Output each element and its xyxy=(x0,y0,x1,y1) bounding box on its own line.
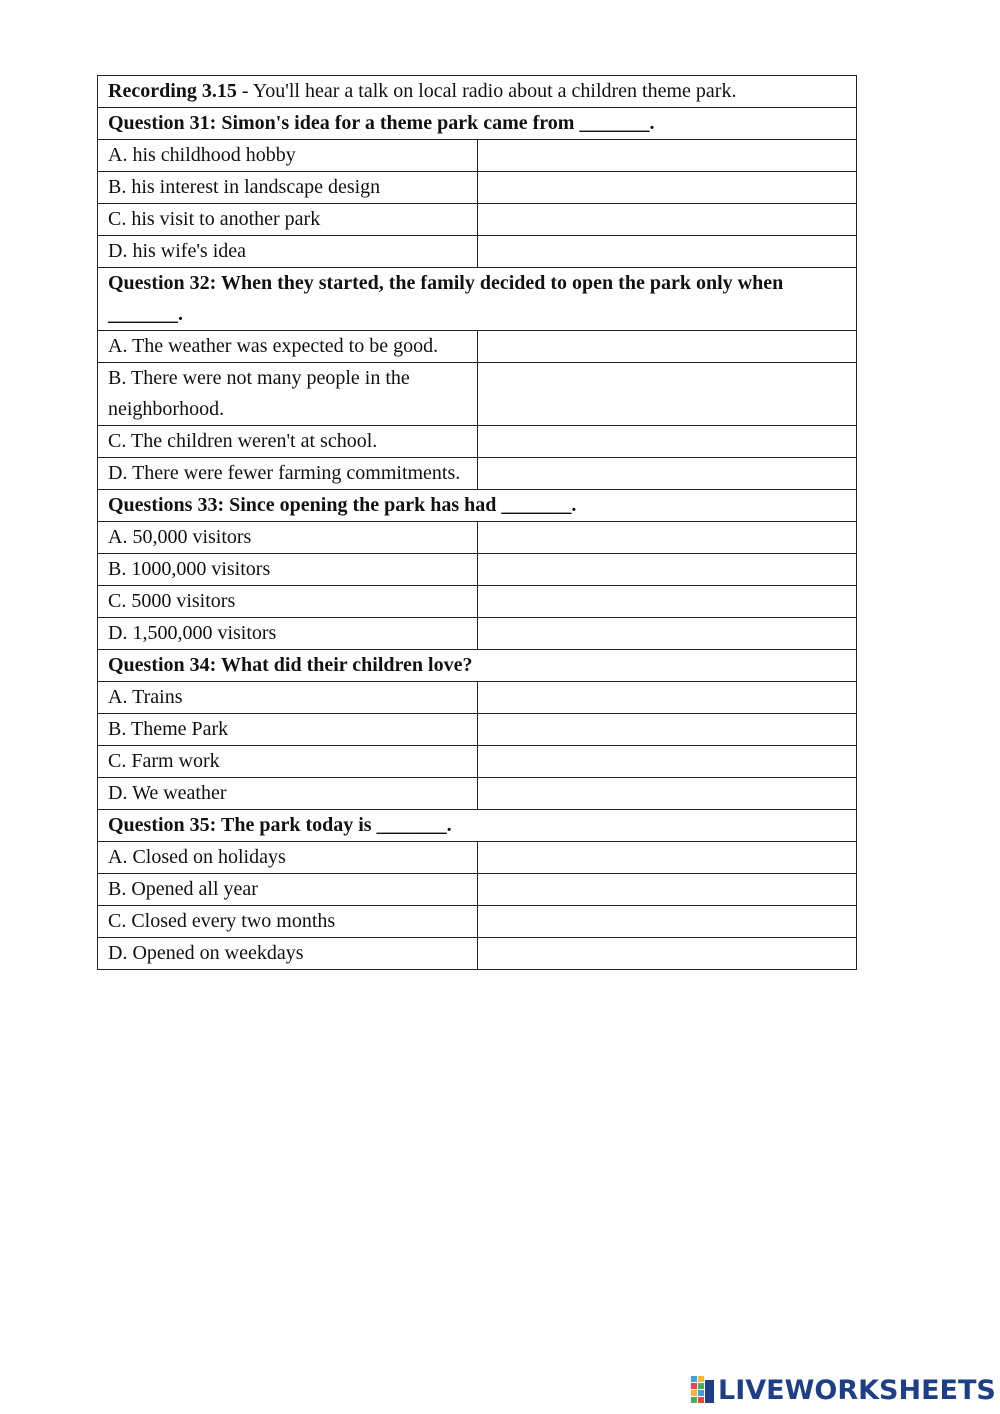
question-33-option-d xyxy=(98,618,857,650)
option-text: D. his wife's idea xyxy=(98,236,478,268)
answer-cell[interactable] xyxy=(477,363,857,426)
answer-cell[interactable] xyxy=(477,938,857,970)
answer-cell[interactable] xyxy=(477,586,857,618)
answer-cell[interactable] xyxy=(477,778,857,810)
question-32-text: Question 32: When they started, the family decided to open the park only when _______. xyxy=(98,268,857,331)
option-text: B. Theme Park xyxy=(98,714,478,746)
answer-cell[interactable] xyxy=(477,236,857,268)
recording-description: - You'll hear a talk on local radio about a children theme park. xyxy=(236,80,737,102)
question-31-text: Question 31: Simon's idea for a theme park came from _______. xyxy=(98,108,857,140)
question-35-option-b xyxy=(98,874,857,906)
question-33-option-b xyxy=(98,554,857,586)
question-35-row xyxy=(98,810,857,842)
option-text: D. Opened on weekdays xyxy=(98,938,478,970)
question-32-option-a xyxy=(98,331,857,363)
answer-cell[interactable] xyxy=(477,842,857,874)
answer-cell[interactable] xyxy=(477,906,857,938)
option-text: D. 1,500,000 visitors xyxy=(98,618,478,650)
question-35-option-c xyxy=(98,906,857,938)
question-34-text: Question 34: What did their children love? xyxy=(98,650,857,682)
answer-cell[interactable] xyxy=(477,714,857,746)
answer-cell[interactable] xyxy=(477,172,857,204)
question-34-option-a xyxy=(98,682,857,714)
answer-cell[interactable] xyxy=(477,554,857,586)
question-32-option-b xyxy=(98,363,857,426)
answer-cell[interactable] xyxy=(477,746,857,778)
option-text: B. There were not many people in the neighborhood. xyxy=(98,363,478,426)
answer-cell[interactable] xyxy=(477,458,857,490)
question-33-option-a xyxy=(98,522,857,554)
answer-cell[interactable] xyxy=(477,682,857,714)
question-35-text: Question 35: The park today is _______. xyxy=(98,810,857,842)
liveworksheets-brand[interactable] xyxy=(691,1372,996,1408)
question-31-option-c xyxy=(98,204,857,236)
answer-cell[interactable] xyxy=(477,140,857,172)
question-33-option-c xyxy=(98,586,857,618)
option-text: C. Closed every two months xyxy=(98,906,478,938)
option-text: B. 1000,000 visitors xyxy=(98,554,478,586)
answer-cell[interactable] xyxy=(477,426,857,458)
option-text: C. Farm work xyxy=(98,746,478,778)
answer-cell[interactable] xyxy=(477,204,857,236)
option-text: D. There were fewer farming commitments. xyxy=(98,458,478,490)
question-31-option-a xyxy=(98,140,857,172)
question-32-row xyxy=(98,268,857,331)
answer-cell[interactable] xyxy=(477,522,857,554)
answer-cell[interactable] xyxy=(477,874,857,906)
worksheet-table xyxy=(97,75,857,970)
question-33-text: Questions 33: Since opening the park has had _______. xyxy=(98,490,857,522)
option-text: B. Opened all year xyxy=(98,874,478,906)
option-text: A. 50,000 visitors xyxy=(98,522,478,554)
question-32-option-d xyxy=(98,458,857,490)
question-34-option-b xyxy=(98,714,857,746)
option-text: C. his visit to another park xyxy=(98,204,478,236)
option-text: C. The children weren't at school. xyxy=(98,426,478,458)
question-34-option-c xyxy=(98,746,857,778)
option-text: A. The weather was expected to be good. xyxy=(98,331,478,363)
liveworksheets-logo-icon xyxy=(691,1376,715,1404)
option-text: B. his interest in landscape design xyxy=(98,172,478,204)
recording-cell xyxy=(98,76,857,108)
question-33-row xyxy=(98,490,857,522)
question-34-row xyxy=(98,650,857,682)
question-31-option-d xyxy=(98,236,857,268)
question-31-option-b xyxy=(98,172,857,204)
option-text: A. Trains xyxy=(98,682,478,714)
answer-cell[interactable] xyxy=(477,618,857,650)
option-text: D. We weather xyxy=(98,778,478,810)
option-text: A. Closed on holidays xyxy=(98,842,478,874)
option-text: C. 5000 visitors xyxy=(98,586,478,618)
answer-cell[interactable] xyxy=(477,331,857,363)
liveworksheets-wordmark: LIVEWORKSHEETS xyxy=(718,1374,996,1406)
recording-label: Recording 3.15 xyxy=(108,80,237,102)
question-31-row xyxy=(98,108,857,140)
recording-row xyxy=(98,76,857,108)
question-34-option-d xyxy=(98,778,857,810)
question-35-option-a xyxy=(98,842,857,874)
option-text: A. his childhood hobby xyxy=(98,140,478,172)
question-35-option-d xyxy=(98,938,857,970)
question-32-option-c xyxy=(98,426,857,458)
